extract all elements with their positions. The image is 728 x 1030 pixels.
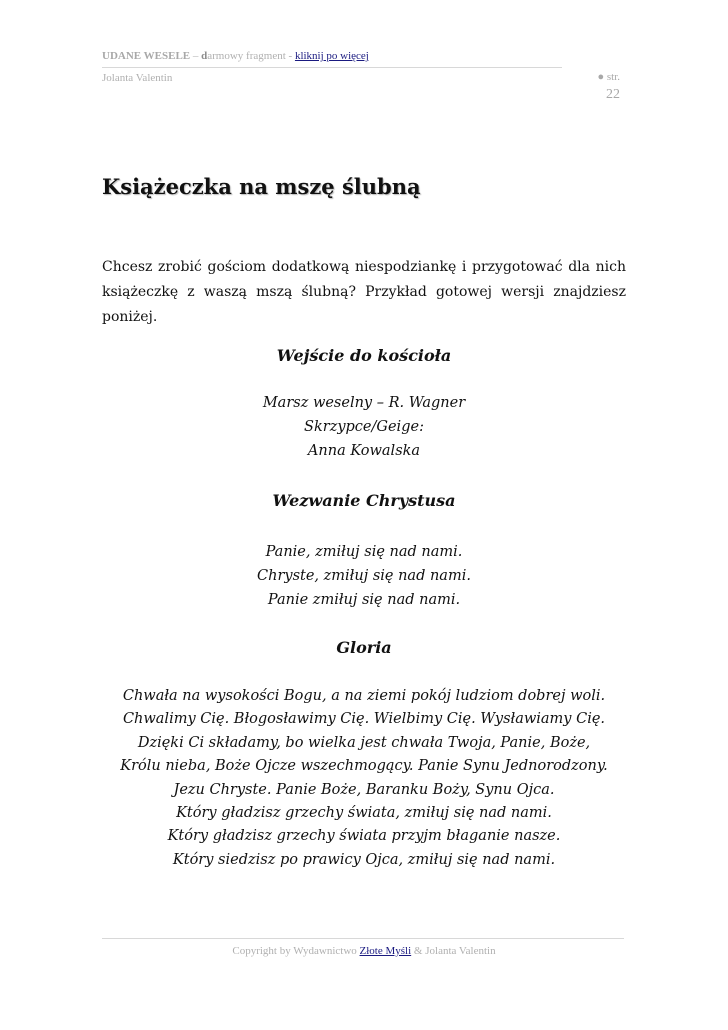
verse-line: Panie, zmiłuj się nad nami. [265,544,463,560]
section-heading: Gloria [336,638,392,657]
verse-line: Który gładzisz grzechy świata przyjm błaganie nasze. [167,828,561,845]
intro-paragraph: Chcesz zrobić gościom dodatkową niespodziankę i przygotować dla nich książeczkę z waszą mszą ślubną? Przykład gotowej wersji znajdziesz poniżej. [102,259,626,325]
footer-divider [102,938,624,939]
footer-suffix: & Jolanta Valentin [411,945,496,957]
publisher-link[interactable]: Złote Myśli [359,945,412,957]
header-dash: – [190,50,202,62]
page-label: ● str. [597,71,620,83]
section-heading: Wejście do kościoła [276,346,452,365]
verse-line: Chwała na wysokości Bogu, a na ziemi pokój ludziom dobrej woli. [122,688,606,704]
verse-line: Jezu Chryste. Panie Boże, Baranku Boży, Synu Ojca. [173,781,555,798]
section-kyrie [92,490,636,612]
running-header [102,50,369,62]
header-author: Jolanta Valentin [102,72,173,84]
header-separator: - [285,50,295,62]
fragment-first-letter: d [201,50,208,62]
section-gloria [92,637,636,872]
verse-line: Skrzypce/Geige: [304,419,424,435]
more-link[interactable]: kliknij po więcej [294,50,369,62]
footer-prefix: Copyright by Wydawnictwo [232,945,360,957]
header-divider [102,67,562,68]
verse-line: Panie zmiłuj się nad nami. [267,592,461,608]
verse-line: Który gładzisz grzechy świata, zmiłuj się nad nami. [176,805,552,822]
verse-line: Anna Kowalska [307,443,421,459]
verse-line: Chwalimy Cię. Błogosławimy Cię. Wielbimy Cię. Wysławiamy Cię. [122,711,606,728]
section-entrance [92,345,636,463]
page-number: 22 [606,87,620,102]
verse-line: Dzięki Ci składamy, bo wielka jest chwała Twoja, Panie, Boże, [137,734,591,751]
page-title: Książeczka na mszę ślubną [102,174,421,199]
verse-line: Chryste, zmiłuj się nad nami. [257,568,471,584]
copyright-footer [0,945,728,957]
section-heading: Wezwanie Chrystusa [272,491,456,510]
verse-line: Marsz weselny – R. Wagner [262,395,466,411]
fragment-label: armowy fragment [207,50,286,62]
verse-line: Królu nieba, Boże Ojcze wszechmogący. Panie Synu Jednorodzony. [120,758,608,775]
verse-line: Który siedzisz po prawicy Ojca, zmiłuj się nad nami. [172,851,556,868]
book-title: UDANE WESELE [102,50,191,62]
page-number-block [597,67,620,104]
